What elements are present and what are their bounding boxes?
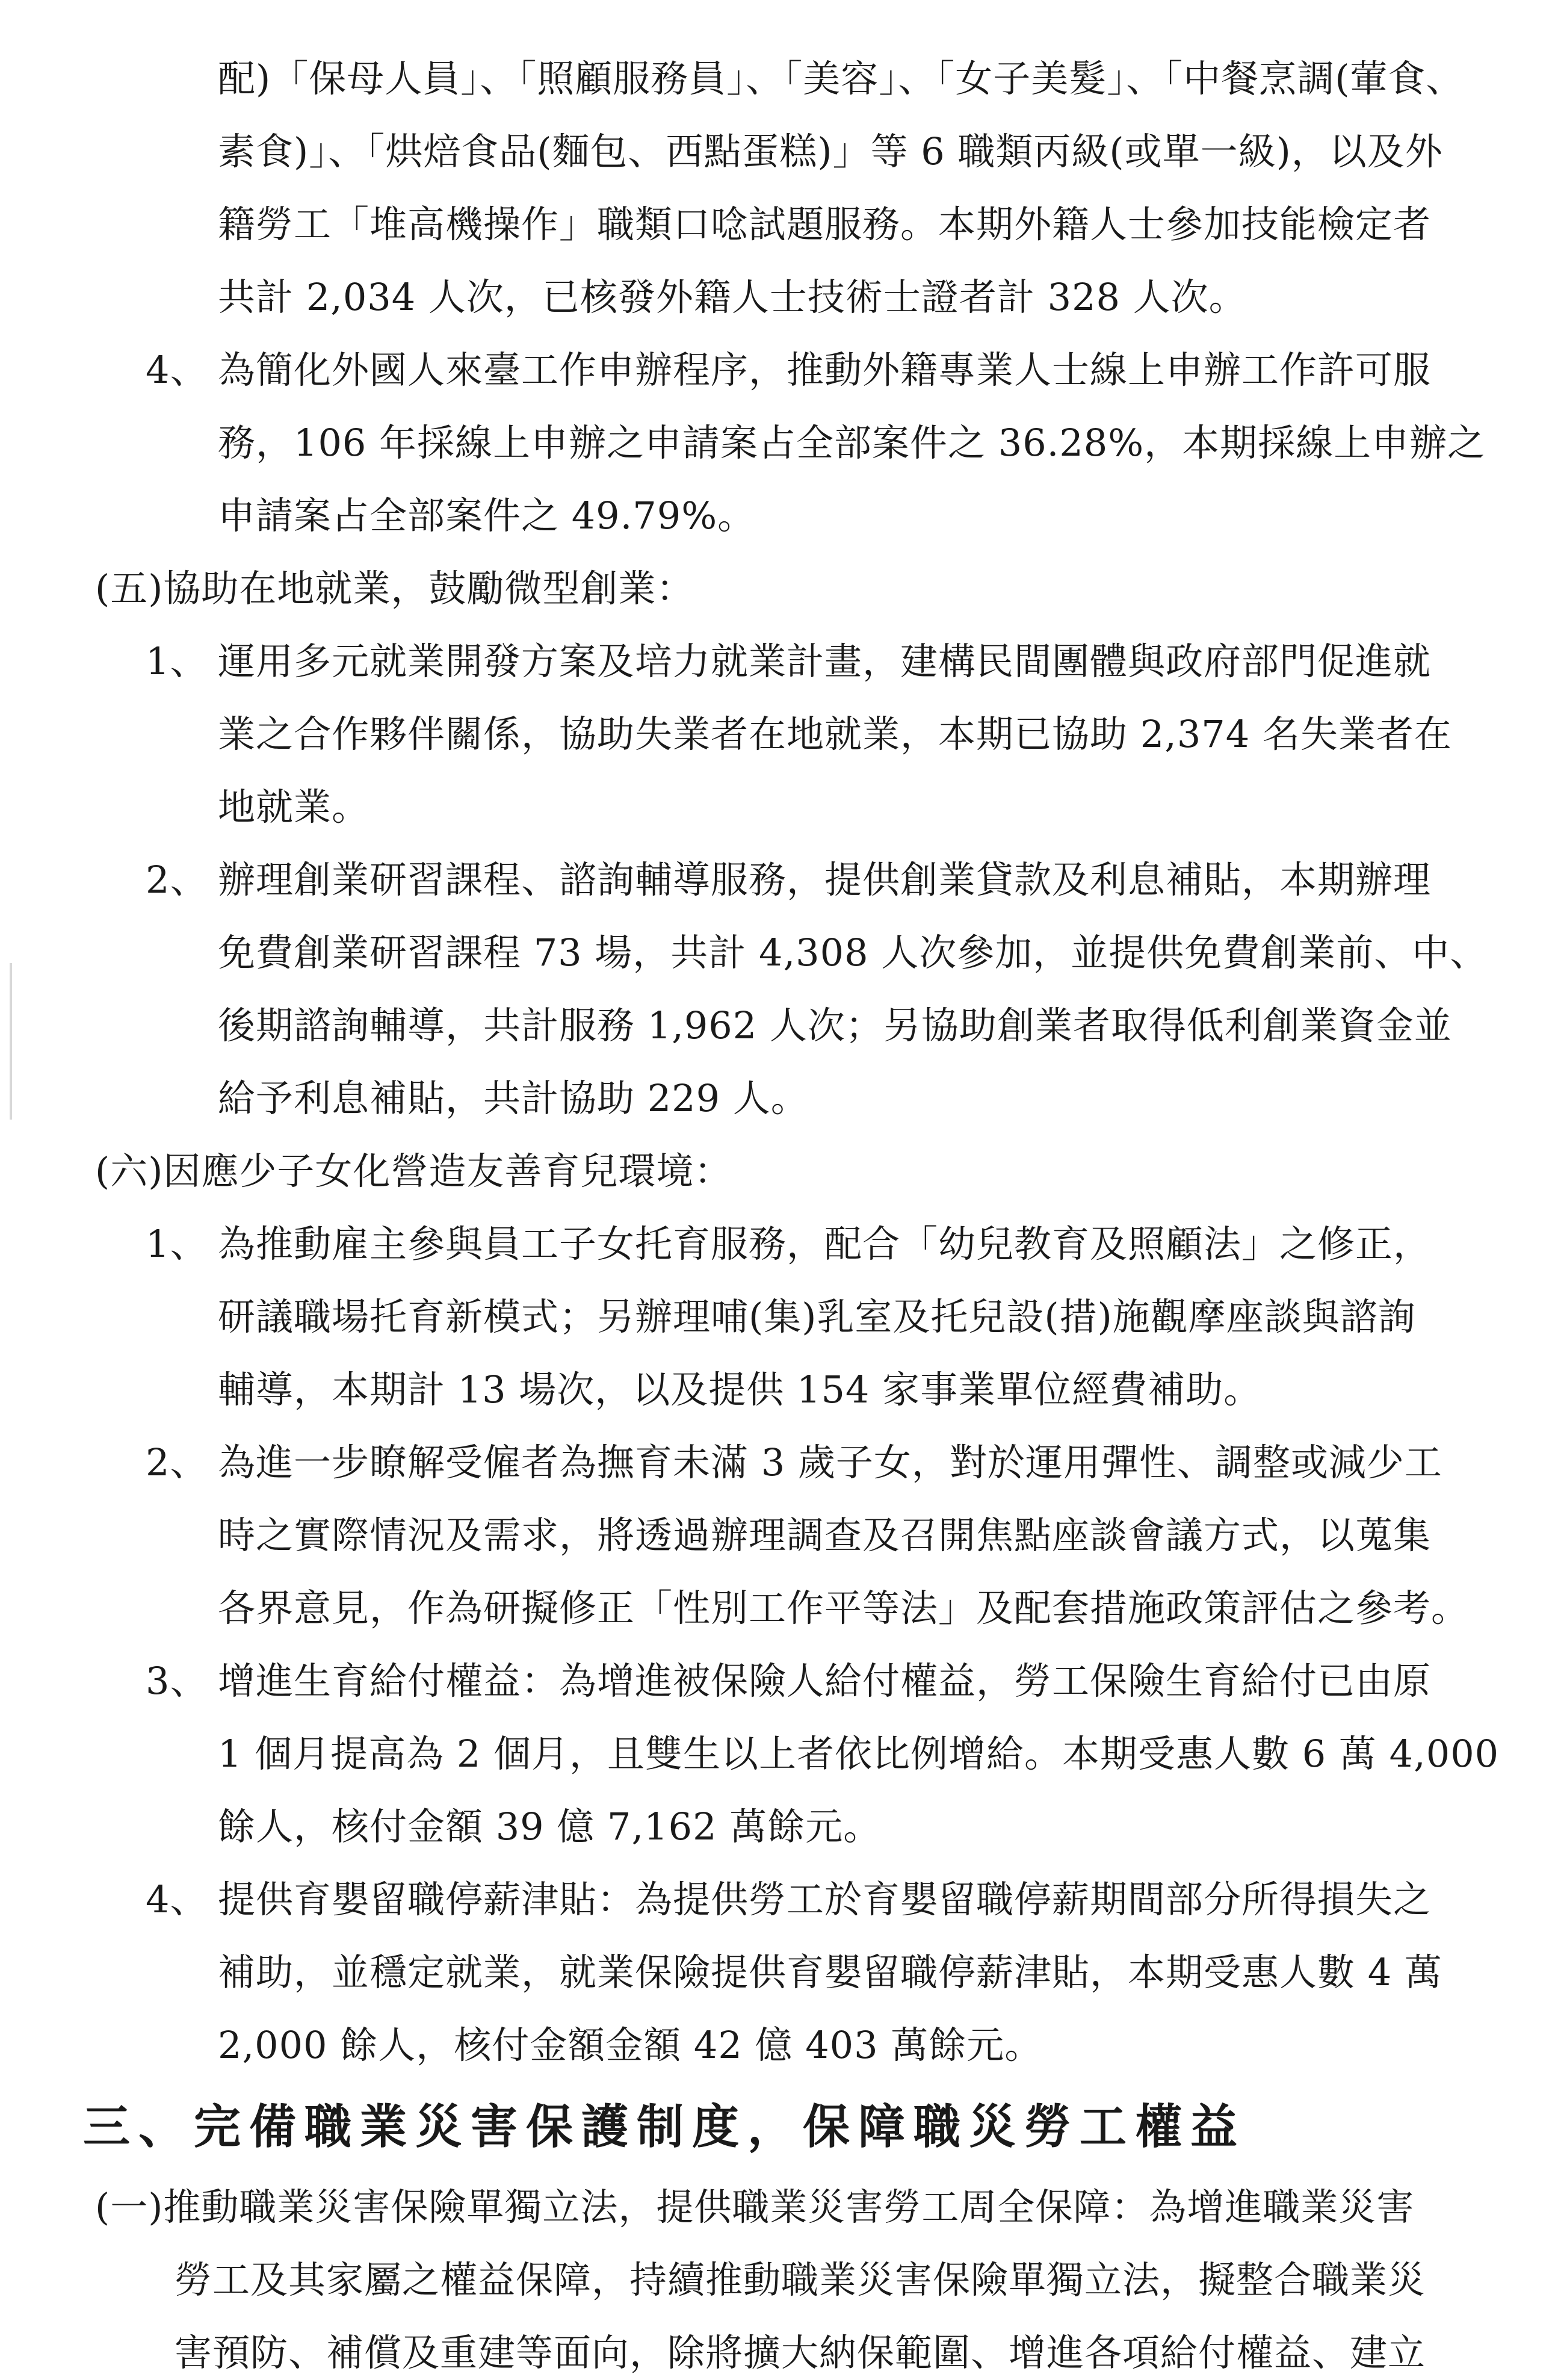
text-line: 為推動雇主參與員工子女托育服務，配合「幼兒教育及照顧法」之修正， bbox=[218, 1222, 1432, 1266]
list-item-4 bbox=[146, 1873, 1431, 1927]
text-line: 勞工及其家屬之權益保障，持續推動職業災害保險單獨立法，擬整合職業災 bbox=[175, 2258, 1426, 2302]
text-line: 2,000 餘人，核付金額金額 42 億 403 萬餘元。 bbox=[218, 2023, 1043, 2067]
text-line: 給予利息補貼，共計協助 229 人。 bbox=[218, 1076, 809, 1120]
text-line: 辦理創業研習課程、諮詢輔導服務，提供創業貸款及利息補貼，本期辦理 bbox=[218, 858, 1432, 902]
text-line: 業之合作夥伴關係，協助失業者在地就業，本期已協助 2,374 名失業者在 bbox=[218, 712, 1452, 756]
text-line: 研議職場托育新模式；另辦理哺(集)乳室及托兒設(措)施觀摩座談與諮詢 bbox=[218, 1295, 1416, 1339]
scan-edge-mark bbox=[10, 963, 12, 1120]
text-line: 申請案占全部案件之 49.79%。 bbox=[218, 494, 756, 538]
list-number: 1、 bbox=[146, 639, 208, 683]
text-line: 地就業。 bbox=[218, 785, 370, 829]
list-item-4 bbox=[146, 343, 1431, 397]
list-item-1 bbox=[146, 634, 1431, 689]
section-heading-6: (六)因應少子女化營造友善育兒環境： bbox=[95, 1149, 732, 1193]
text-line: 提供育嬰留職停薪津貼：為提供勞工於育嬰留職停薪期間部分所得損失之 bbox=[218, 1877, 1432, 1921]
text-line: 務，106 年採線上申辦之申請案占全部案件之 36.28%，本期採線上申辦之 bbox=[218, 421, 1486, 465]
list-number: 4、 bbox=[146, 1877, 208, 1921]
text-line: 後期諮詢輔導，共計服務 1,962 人次；另協助創業者取得低利創業資金並 bbox=[218, 1003, 1452, 1047]
list-number: 3、 bbox=[146, 1659, 208, 1703]
text-line: 配)「保母人員」、「照顧服務員」、「美容」、「女子美髮」、「中餐烹調(葷食、 bbox=[218, 57, 1464, 101]
text-line: 餘人，核付金額 39 億 7,162 萬餘元。 bbox=[218, 1805, 882, 1849]
text-line: 害預防、補償及重建等面向，除將擴大納保範圍、增進各項給付權益、建立 bbox=[175, 2331, 1426, 2375]
text-line: 共計 2,034 人次，已核發外籍人士技術士證者計 328 人次。 bbox=[218, 275, 1247, 319]
text-line: 1 個月提高為 2 個月，且雙生以上者依比例增給。本期受惠人數 6 萬 4,000 bbox=[218, 1732, 1500, 1776]
list-item-1 bbox=[146, 1217, 1431, 1271]
text-line: 輔導，本期計 13 場次，以及提供 154 家事業單位經費補助。 bbox=[218, 1368, 1262, 1412]
list-item-2 bbox=[146, 1436, 1442, 1490]
text-line: 為進一步瞭解受僱者為撫育未滿 3 歲子女，對於運用彈性、調整或減少工 bbox=[218, 1440, 1442, 1484]
section-heading-1: (一)推動職業災害保險單獨立法，提供職業災害勞工周全保障：為增進職業災害 bbox=[95, 2185, 1415, 2229]
text-line: 素食)」、「烘焙食品(麵包、西點蛋糕)」等 6 職類丙級(或單一級)，以及外 bbox=[218, 129, 1443, 173]
text-line: 為簡化外國人來臺工作申辦程序，推動外籍專業人士線上申辦工作許可服 bbox=[218, 348, 1432, 392]
text-line: 增進生育給付權益：為增進被保險人給付權益，勞工保險生育給付已由原 bbox=[218, 1659, 1432, 1703]
text-line: 籍勞工「堆高機操作」職類口唸試題服務。本期外籍人士參加技能檢定者 bbox=[218, 202, 1432, 246]
list-number: 2、 bbox=[146, 1440, 208, 1484]
list-item-3 bbox=[146, 1654, 1431, 1708]
list-number: 2、 bbox=[146, 858, 208, 902]
text-line: 運用多元就業開發方案及培力就業計畫，建構民間團體與政府部門促進就 bbox=[218, 639, 1432, 683]
list-number: 4、 bbox=[146, 348, 208, 392]
chapter-heading: 三、完備職業災害保護制度，保障職災勞工權益 bbox=[83, 2100, 1246, 2154]
text-line: 時之實際情況及需求，將透過辦理調查及召開焦點座談會議方式，以蒐集 bbox=[218, 1513, 1432, 1557]
text-line: 補助，並穩定就業，就業保險提供育嬰留職停薪津貼，本期受惠人數 4 萬 bbox=[218, 1950, 1442, 1994]
list-number: 1、 bbox=[146, 1222, 208, 1266]
text-line: 各界意見，作為研擬修正「性別工作平等法」及配套措施政策評估之參考。 bbox=[218, 1586, 1470, 1630]
text-line: 免費創業研習課程 73 場，共計 4,308 人次參加，並提供免費創業前、中、 bbox=[218, 931, 1488, 975]
list-item-2 bbox=[146, 853, 1431, 907]
section-heading-5: (五)協助在地就業，鼓勵微型創業： bbox=[95, 566, 694, 610]
